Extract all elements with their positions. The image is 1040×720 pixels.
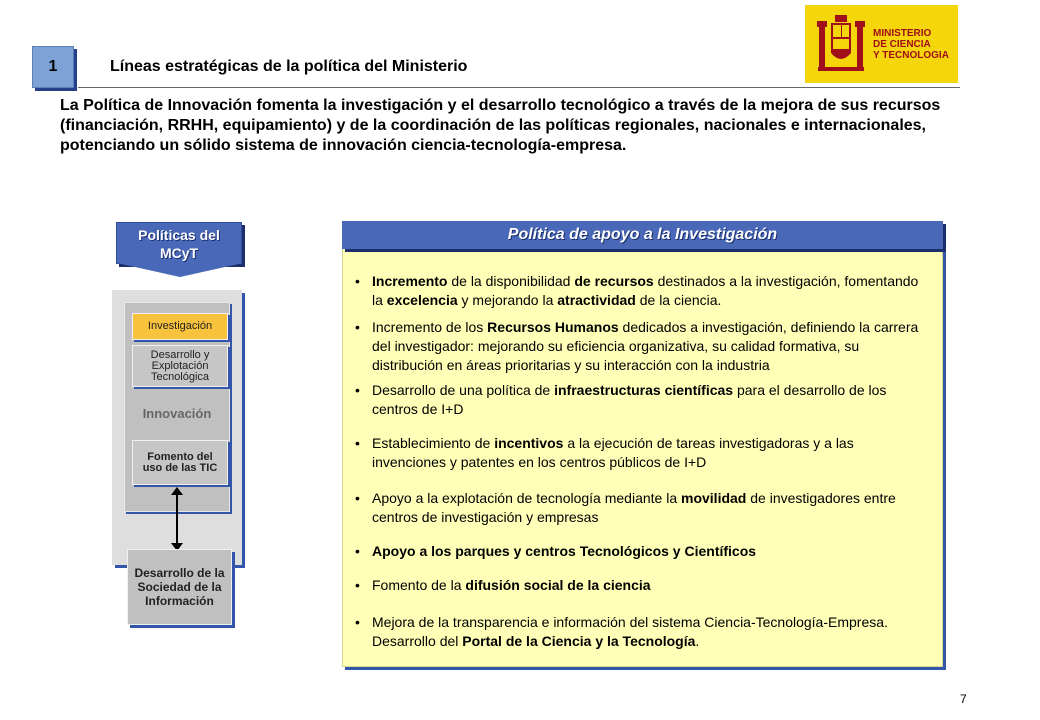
bullet-fragment: Apoyo a la explotación de tecnología mediante la xyxy=(372,490,681,506)
investigacion-box[interactable]: Investigación xyxy=(132,313,228,340)
intro-paragraph: La Política de Innovación fomenta la investigación y el desarrollo tecnológico a través de la mejora de sus recursos (financiación, RRHH, equipamiento) y de la coordinación de las políticas regionales, nacionales e internacionales, potenciando un sólido sistema de innovación ciencia-tecnología-empresa. xyxy=(60,97,941,154)
bullet-text xyxy=(372,318,930,375)
page-title: Líneas estratégicas de la política del Ministerio xyxy=(110,58,468,75)
logo-text xyxy=(873,28,953,61)
bullet-fragment: Fomento de la xyxy=(372,577,466,593)
bullet-fragment: a la ejecución de tareas investigadoras y a las invenciones y patentes en los centros públicos de I+D xyxy=(372,435,854,470)
sociedad-informacion-box[interactable]: Desarrollo de la Sociedad de la Información xyxy=(127,549,232,625)
bullet-text xyxy=(372,434,930,472)
bullet-dot: • xyxy=(355,577,360,593)
bullet-dot: • xyxy=(355,543,360,559)
bullet-fragment: Mejora de la transparencia e información del sistema Ciencia-Tecnología-Empresa. Desarrollo del xyxy=(372,614,888,649)
bullet-fragment: y mejorando la xyxy=(457,292,558,308)
bullet-text xyxy=(372,489,930,527)
bullet-fragment: para el desarrollo de los centros de I+D xyxy=(372,382,887,417)
bullet-dot: • xyxy=(355,435,360,451)
bullet-fragment: destinados a la investigación, fomentando la xyxy=(372,273,919,308)
bullet-item xyxy=(355,318,930,375)
bullet-text xyxy=(372,542,930,561)
bullet-emphasis: Recursos Humanos xyxy=(487,319,619,335)
logo-line-1: MINISTERIO xyxy=(873,27,932,39)
header-divider xyxy=(78,87,960,88)
logo-line-2: DE CIENCIA xyxy=(873,38,931,50)
bullet-emphasis: difusión social de la ciencia xyxy=(465,577,651,593)
bullet-item xyxy=(355,381,930,419)
double-arrow-icon xyxy=(170,487,184,551)
badge-line-2: MCyT xyxy=(159,245,199,261)
bullet-dot: • xyxy=(355,273,360,289)
bullet-emphasis: atractividad xyxy=(557,292,636,308)
bullet-dot: • xyxy=(355,490,360,506)
bullet-emphasis: infraestructuras científicas xyxy=(554,382,734,398)
bullet-item xyxy=(355,542,930,561)
bullet-emphasis: Portal de la Ciencia y la Tecnología xyxy=(462,633,696,649)
coat-of-arms-icon xyxy=(815,13,867,75)
fomento-tic-box[interactable]: Fomento del uso de las TIC xyxy=(132,440,228,485)
bullet-emphasis: Incremento xyxy=(372,273,448,289)
bullet-fragment: de la disponibilidad xyxy=(447,273,575,289)
innovacion-label: Innovación xyxy=(142,406,212,421)
badge-line-1: Políticas del xyxy=(138,227,220,243)
bullet-emphasis: movilidad xyxy=(681,490,747,506)
politicas-badge xyxy=(116,222,242,264)
bullet-text xyxy=(372,613,930,651)
bullet-text xyxy=(372,381,930,419)
section-number: 1 xyxy=(32,46,74,88)
bullet-fragment: Establecimiento de xyxy=(372,435,495,451)
bullet-emphasis: excelencia xyxy=(386,292,458,308)
bullet-fragment: Desarrollo de una política de xyxy=(372,382,555,398)
page-number: 7 xyxy=(960,692,967,706)
bullet-item xyxy=(355,434,930,472)
bullet-fragment: de la ciencia. xyxy=(635,292,722,308)
bullet-item xyxy=(355,489,930,527)
desarrollo-box[interactable]: Desarrollo y Explotación Tecnológica xyxy=(132,345,228,387)
bullet-text xyxy=(372,272,930,310)
bullet-fragment: dedicados a investigación, definiendo la carrera del investigador: mejorando su eficiencia organizativa, su calidad formativa, su distribución en áreas prioritarias y su interacción con la industria xyxy=(372,319,919,373)
bullet-item xyxy=(355,272,930,310)
bullet-item xyxy=(355,576,930,595)
bullet-dot: • xyxy=(355,614,360,630)
bullet-text xyxy=(372,576,930,595)
bullet-item xyxy=(355,613,930,651)
bullet-fragment: Incremento de los xyxy=(372,319,488,335)
bullet-dot: • xyxy=(355,319,360,335)
investigacion-panel-title: Política de apoyo a la Investigación xyxy=(342,221,943,249)
bullet-emphasis: incentivos xyxy=(494,435,564,451)
bullet-dot: • xyxy=(355,382,360,398)
bullet-fragment: . xyxy=(695,633,700,649)
bullet-emphasis: Apoyo a los parques y centros Tecnológicos y Científicos xyxy=(372,543,757,559)
ministry-logo xyxy=(805,5,958,83)
bullet-emphasis: de recursos xyxy=(574,273,654,289)
logo-line-3: Y TECNOLOGIA xyxy=(873,49,949,61)
bullet-fragment: de investigadores entre centros de investigación y empresas xyxy=(372,490,896,525)
